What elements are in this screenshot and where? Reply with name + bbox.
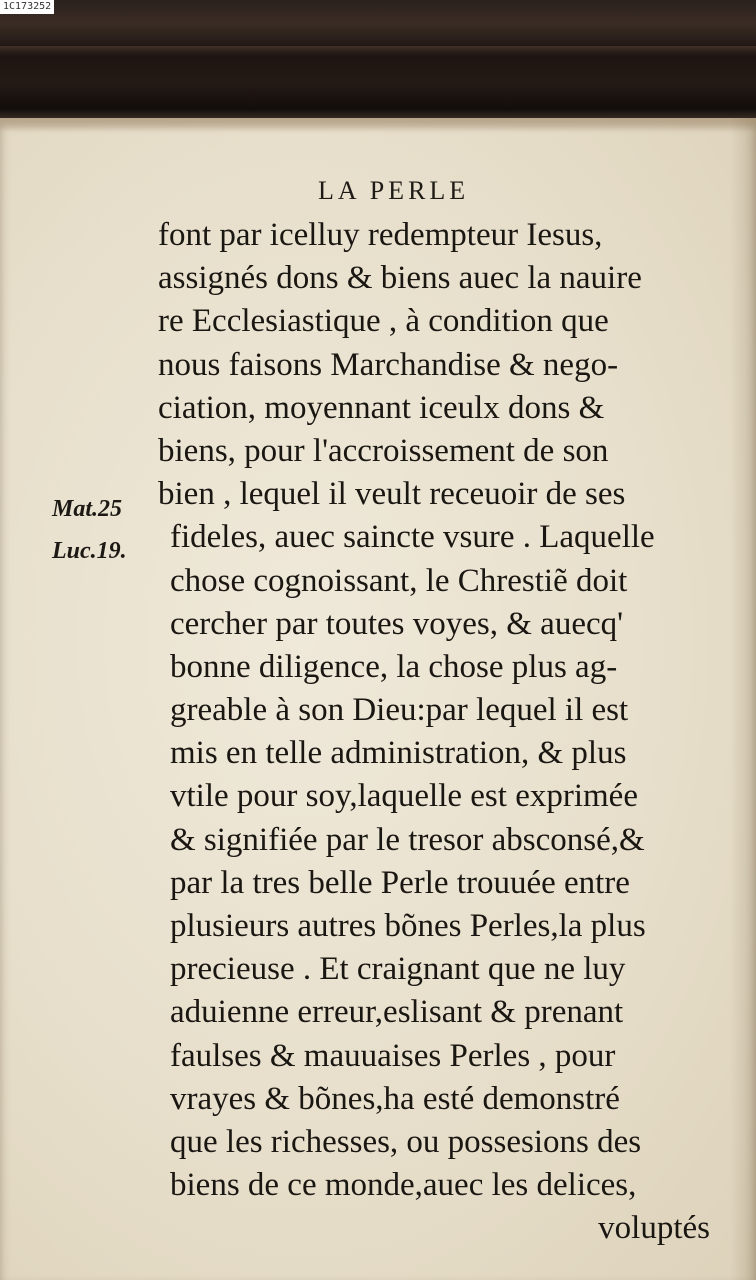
text-line: nous faisons Marchandise & nego- <box>158 346 619 383</box>
text-line: par la tres belle Perle trouuée entre <box>170 864 630 901</box>
text-line: ciation, moyennant iceulx dons & <box>158 389 605 426</box>
running-head: LA PERLE <box>318 176 470 205</box>
text-line: biens de ce monde,auec les delices, <box>170 1167 637 1204</box>
text-line: chose cognoissant, le Chrestiẽ doit <box>170 562 628 599</box>
page-text <box>158 214 718 1251</box>
margin-note-luc: Luc.19. <box>52 538 127 564</box>
catchword: voluptés <box>598 1210 710 1247</box>
text-line: fideles, auec saincte vsure . Laquelle <box>170 519 655 556</box>
text-line: assignés dons & biens auec la nauire <box>158 260 642 297</box>
book-cover-edge <box>0 0 756 128</box>
text-line: biens, pour l'accroissement de son <box>158 432 609 469</box>
text-line: bonne diligence, la chose plus ag- <box>170 648 618 685</box>
text-line: vtile pour soy,laquelle est exprimée <box>170 778 638 815</box>
text-line: plusieurs autres bõnes Perles,la plus <box>170 908 646 944</box>
text-line: precieuse . Et craignant que ne luy <box>170 951 626 988</box>
text-line: vrayes & bõnes,ha esté demonstré <box>170 1080 620 1117</box>
text-line: cercher par toutes voyes, & auecq' <box>170 605 624 642</box>
text-line: & signifiée par le tresor absconsé,& <box>170 821 645 858</box>
text-line: re Ecclesiastique , à condition que <box>158 303 609 340</box>
text-line: que les richesses, ou possesions des <box>170 1123 642 1160</box>
text-line: greable à son Dieu:par lequel il est <box>170 692 629 729</box>
text-line: font par icelluy redempteur Iesus, <box>158 217 603 253</box>
text-line: bien , lequel il veult receuoir de ses <box>158 476 626 513</box>
text-line: mis en telle administration, & plus <box>170 735 627 772</box>
text-line: faulses & mauuaises Perles , pour <box>170 1037 616 1074</box>
margin-note-mat: Mat.25 <box>52 496 123 522</box>
text-line: aduienne erreur,eslisant & prenant <box>170 994 624 1031</box>
scan-id-label: 1C173252 <box>0 0 54 14</box>
